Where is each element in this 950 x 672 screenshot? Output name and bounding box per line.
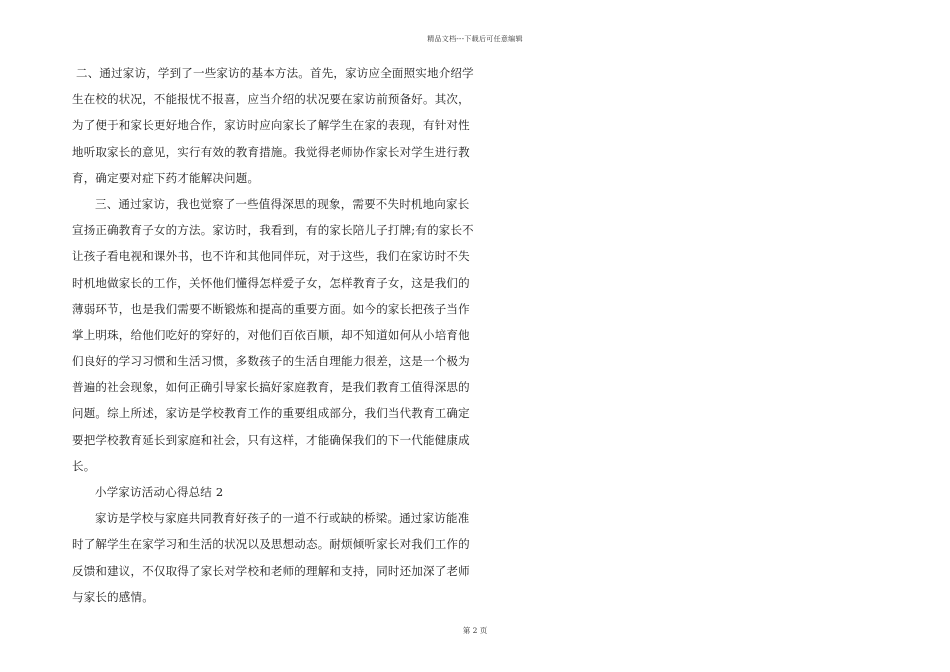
text-line: 们良好的学习习惯和生活习惯，多数孩子的生活自理能力很差，这是一个极为: [72, 354, 470, 369]
text-line: 为了便于和家长更好地合作，家访时应向家长了解学生在家的表现，有针对性: [72, 118, 470, 133]
text-line: 家访是学校与家庭共同教育好孩子的一道不行或缺的桥梁。通过家访能准: [95, 511, 470, 526]
text-line: 与家长的感情。: [72, 589, 154, 604]
document-body: [72, 60, 474, 610]
text-line: 长。: [72, 458, 96, 473]
text-line: 时机地做家长的工作，关怀他们懂得怎样爱子女，怎样教育子女，这是我们的: [72, 275, 470, 290]
text-line: 反馈和建议，不仅取得了家长对学校和老师的理解和支持，同时还加深了老师: [72, 563, 470, 578]
text-line: 薄弱环节，也是我们需要不断锻炼和提高的重要方面。如今的家长把孩子当作: [72, 301, 470, 316]
text-line: 育，确定要对症下药才能解决问题。: [72, 170, 260, 185]
section-heading: 小学家访活动心得总结 2: [95, 485, 224, 499]
text-line: 生在校的状况，不能报忧不报喜，应当介绍的状况要在家访前预备好。其次，: [72, 92, 470, 107]
text-line: 掌上明珠，给他们吃好的穿好的，对他们百依百顺，却不知道如何从小培育他: [72, 327, 470, 342]
text-line: 二、通过家访，学到了一些家访的基本方法。首先，家访应全面照实地介绍学: [76, 66, 474, 80]
text-line: 问题。综上所述，家访是学校教育工作的重要组成部分，我们当代教育工确定: [72, 406, 470, 421]
header-note: 精品文档---下载后可任意编辑: [427, 35, 523, 43]
text-line: 时了解学生在家学习和生活的状况以及思想动态。耐烦倾听家长对我们工作的: [72, 537, 470, 552]
text-line: 宣扬正确教育子女的方法。家访时，我看到，有的家长陪儿子打牌;有的家长不: [72, 223, 474, 238]
text-line: 让孩子看电视和课外书，也不许和其他同伴玩，对于这些，我们在家访时不失: [72, 249, 470, 264]
text-line: 地听取家长的意见，实行有效的教育措施。我觉得老师协作家长对学生进行教: [72, 144, 470, 159]
text-line: 三、通过家访，我也觉察了一些值得深思的现象，需要不失时机地向家长: [95, 196, 470, 211]
text-line: 普遍的社会现象，如何正确引导家长搞好家庭教育，是我们教育工值得深思的: [72, 380, 470, 395]
text-line: 要把学校教育延长到家庭和社会，只有这样，才能确保我们的下一代能健康成: [72, 432, 470, 447]
page-number: 第 2 页: [462, 626, 488, 635]
